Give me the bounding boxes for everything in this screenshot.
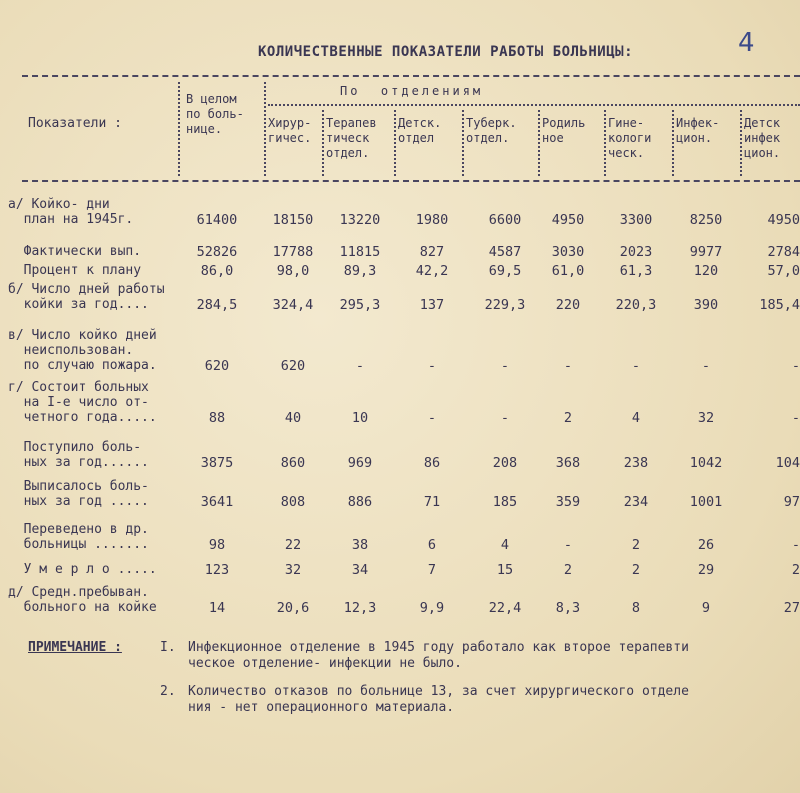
table-cell: 27 bbox=[783, 600, 800, 616]
table-cell: 9 bbox=[701, 600, 711, 616]
table-cell: 12,3 bbox=[343, 600, 377, 616]
table-cell: 4 bbox=[500, 537, 510, 553]
table-cell: 185,4 bbox=[759, 297, 800, 313]
table-cell: 1001 bbox=[689, 494, 723, 510]
table-cell: 1980 bbox=[415, 212, 449, 228]
table-cell: 295,3 bbox=[339, 297, 381, 313]
table-cell: 52826 bbox=[196, 244, 238, 260]
table-cell: 10 bbox=[351, 410, 369, 426]
note-2-number: 2. bbox=[160, 684, 176, 699]
row-label: Процент к плану bbox=[8, 263, 142, 278]
table-cell: 4 bbox=[631, 410, 641, 426]
row-label: г/ Состоит больных на I-е число от- четного года..... bbox=[8, 380, 157, 425]
table-cell: 40 bbox=[284, 410, 302, 426]
table-cell: 9,9 bbox=[419, 600, 445, 616]
row-label: б/ Число дней работы койки за год.... bbox=[8, 282, 165, 312]
table-cell: 2023 bbox=[619, 244, 653, 260]
table-cell: 61400 bbox=[196, 212, 238, 228]
table-cell: 86,0 bbox=[200, 263, 234, 279]
table-cell: 22 bbox=[284, 537, 302, 553]
table-cell: 969 bbox=[347, 455, 373, 471]
table-cell: 284,5 bbox=[196, 297, 238, 313]
column-header: Родиль ное bbox=[542, 116, 586, 145]
row-label: д/ Средн.пребыван. больного на койке bbox=[8, 585, 157, 615]
header-by-departments: По отделениям bbox=[340, 84, 484, 98]
row-label: а/ Койко- дни план на 1945г. bbox=[8, 197, 134, 227]
table-cell: 2 bbox=[631, 537, 641, 553]
table-cell: 4587 bbox=[488, 244, 522, 260]
table-cell: 61,0 bbox=[551, 263, 585, 279]
table-cell: 3030 bbox=[551, 244, 585, 260]
column-separator bbox=[740, 110, 742, 176]
column-header: Детск. отдел bbox=[398, 116, 442, 145]
table-cell: 14 bbox=[208, 600, 226, 616]
row-label: Переведено в др. больницы ....... bbox=[23, 522, 149, 552]
table-cell: - bbox=[500, 358, 510, 374]
table-cell: - bbox=[701, 358, 711, 374]
table-cell: 26 bbox=[697, 537, 715, 553]
table-cell: 86 bbox=[423, 455, 441, 471]
table-cell: 8 bbox=[631, 600, 641, 616]
table-cell: 2 bbox=[791, 562, 800, 578]
table-cell: 368 bbox=[555, 455, 581, 471]
table-cell: 18150 bbox=[272, 212, 314, 228]
table-cell: - bbox=[355, 358, 365, 374]
table-cell: 620 bbox=[280, 358, 306, 374]
table-cell: 359 bbox=[555, 494, 581, 510]
page-number: 4 bbox=[738, 28, 755, 58]
header-indicators: Показатели : bbox=[28, 116, 122, 131]
column-separator bbox=[604, 110, 606, 176]
table-cell: 3875 bbox=[200, 455, 234, 471]
table-cell: - bbox=[563, 537, 573, 553]
table-cell: - bbox=[500, 410, 510, 426]
table-cell: 32 bbox=[697, 410, 715, 426]
column-header: Инфек- цион. bbox=[676, 116, 720, 145]
row-label: Поступило боль- ных за год...... bbox=[23, 440, 149, 470]
header-separator bbox=[178, 82, 180, 176]
column-separator bbox=[672, 110, 674, 176]
table-cell: 827 bbox=[419, 244, 445, 260]
table-cell: 104 bbox=[775, 455, 800, 471]
column-header: Хирур- гичес. bbox=[268, 116, 312, 145]
note-2-text: Количество отказов по больнице 13, за счет хирургического отделе ния - нет операционного материала. bbox=[188, 684, 689, 715]
table-cell: - bbox=[791, 358, 800, 374]
table-cell: - bbox=[563, 358, 573, 374]
table-cell: 3641 bbox=[200, 494, 234, 510]
table-cell: 98,0 bbox=[276, 263, 310, 279]
column-separator bbox=[538, 110, 540, 176]
table-cell: 238 bbox=[623, 455, 649, 471]
column-header: Туберк. отдел. bbox=[466, 116, 517, 145]
table-cell: 8,3 bbox=[555, 600, 581, 616]
table-cell: 22,4 bbox=[488, 600, 522, 616]
table-cell: 7 bbox=[427, 562, 437, 578]
table-cell: - bbox=[427, 410, 437, 426]
table-cell: - bbox=[791, 537, 800, 553]
table-cell: 208 bbox=[492, 455, 518, 471]
header-separator bbox=[264, 82, 266, 176]
row-label: в/ Число койко дней неиспользован. по случаю пожара. bbox=[8, 328, 157, 373]
table-cell: 34 bbox=[351, 562, 369, 578]
table-cell: 97 bbox=[783, 494, 800, 510]
column-separator bbox=[462, 110, 464, 176]
table-cell: 32 bbox=[284, 562, 302, 578]
table-cell: 6600 bbox=[488, 212, 522, 228]
table-cell: 89,3 bbox=[343, 263, 377, 279]
table-cell: 390 bbox=[693, 297, 719, 313]
column-separator bbox=[394, 110, 396, 176]
table-cell: 1042 bbox=[689, 455, 723, 471]
table-cell: 17788 bbox=[272, 244, 314, 260]
column-separator bbox=[322, 110, 324, 176]
note-1-text: Инфекционное отделение в 1945 году работало как второе терапевти ческое отделение- инфекции не было. bbox=[188, 640, 689, 671]
page-title: КОЛИЧЕСТВЕННЫЕ ПОКАЗАТЕЛИ РАБОТЫ БОЛЬНИЦЫ: bbox=[258, 44, 634, 60]
table-cell: - bbox=[791, 410, 800, 426]
table-cell: 38 bbox=[351, 537, 369, 553]
table-cell: 20,6 bbox=[276, 600, 310, 616]
table-cell: 15 bbox=[496, 562, 514, 578]
column-header: Детск инфек цион. bbox=[744, 116, 781, 160]
table-cell: - bbox=[631, 358, 641, 374]
table-cell: 808 bbox=[280, 494, 306, 510]
table-cell: 123 bbox=[204, 562, 230, 578]
table-cell: 137 bbox=[419, 297, 445, 313]
row-label: Фактически вып. bbox=[8, 244, 142, 259]
table-cell: 324,4 bbox=[272, 297, 314, 313]
header-bottom-rule bbox=[22, 180, 800, 182]
row-label: Выписалось боль- ных за год ..... bbox=[23, 479, 149, 509]
table-cell: - bbox=[427, 358, 437, 374]
table-cell: 2784 bbox=[767, 244, 800, 260]
column-header: Терапев тическ отдел. bbox=[326, 116, 377, 160]
note-1-number: I. bbox=[160, 640, 176, 655]
table-cell: 220 bbox=[555, 297, 581, 313]
table-cell: 860 bbox=[280, 455, 306, 471]
table-cell: 11815 bbox=[339, 244, 381, 260]
table-cell: 88 bbox=[208, 410, 226, 426]
table-cell: 8250 bbox=[689, 212, 723, 228]
table-cell: 98 bbox=[208, 537, 226, 553]
table-cell: 3300 bbox=[619, 212, 653, 228]
row-label: У м е р л о ..... bbox=[8, 562, 157, 577]
table-cell: 42,2 bbox=[415, 263, 449, 279]
table-cell: 4950 bbox=[551, 212, 585, 228]
table-cell: 229,3 bbox=[484, 297, 526, 313]
table-cell: 4950 bbox=[767, 212, 800, 228]
table-cell: 13220 bbox=[339, 212, 381, 228]
notes-heading: ПРИМЕЧАНИЕ : bbox=[28, 640, 122, 655]
table-cell: 71 bbox=[423, 494, 441, 510]
table-cell: 886 bbox=[347, 494, 373, 510]
table-cell: 69,5 bbox=[488, 263, 522, 279]
table-cell: 620 bbox=[204, 358, 230, 374]
table-cell: 120 bbox=[693, 263, 719, 279]
table-cell: 220,3 bbox=[615, 297, 657, 313]
table-cell: 185 bbox=[492, 494, 518, 510]
subheader-rule bbox=[268, 104, 800, 106]
table-cell: 234 bbox=[623, 494, 649, 510]
header-whole-hospital: В целом по боль- нице. bbox=[186, 92, 244, 136]
table-cell: 57,0 bbox=[767, 263, 800, 279]
header-top-rule bbox=[22, 75, 800, 77]
column-header: Гине- кологи ческ. bbox=[608, 116, 652, 160]
table-cell: 9977 bbox=[689, 244, 723, 260]
table-cell: 2 bbox=[563, 562, 573, 578]
table-cell: 2 bbox=[563, 410, 573, 426]
table-cell: 61,3 bbox=[619, 263, 653, 279]
table-cell: 6 bbox=[427, 537, 437, 553]
table-cell: 2 bbox=[631, 562, 641, 578]
table-cell: 29 bbox=[697, 562, 715, 578]
